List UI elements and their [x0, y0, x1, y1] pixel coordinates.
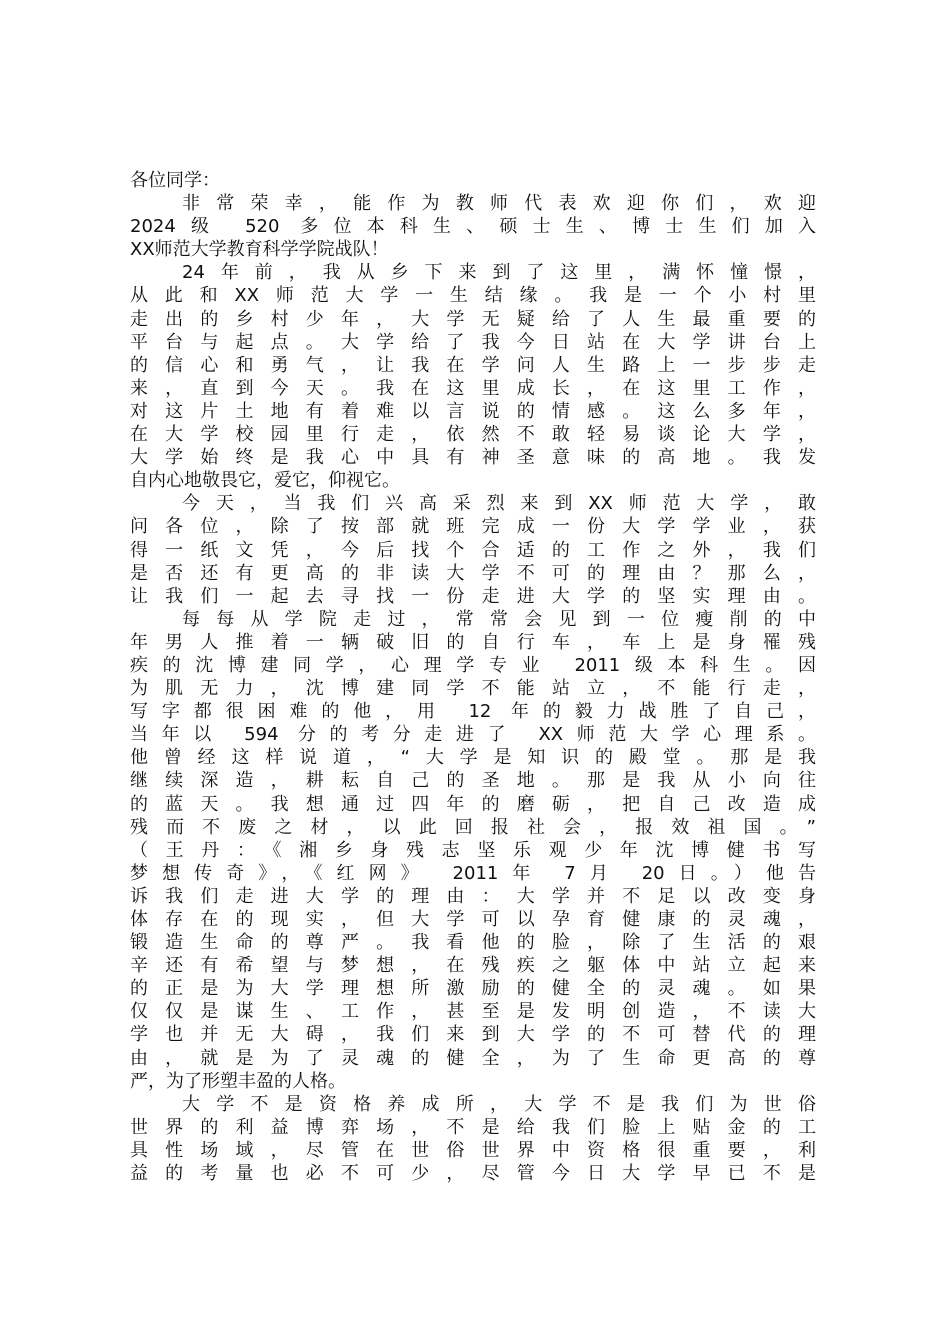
- paragraph-line: 年男人推着一辆破旧的自行车，车上是身罹残: [130, 631, 816, 653]
- paragraph-line: 来，直到今天。我在这里成长，在这里工作，: [130, 377, 816, 399]
- paragraph-line: 在大学校园里行走，依然不敢轻易谈论大学，: [130, 424, 816, 446]
- paragraph-line: 具性场域，尽管在世俗世界中资格很重要，利: [130, 1139, 816, 1161]
- paragraph-line: 大学不是资格养成所，大学不是我们为世俗: [182, 1093, 816, 1115]
- paragraph-line: 的正是为大学理想所激励的健全的灵魂。如果: [130, 978, 816, 1000]
- paragraph-line: 锻造生命的尊严。我看他的脸，除了生活的艰: [130, 932, 816, 954]
- paragraph-line: 世界的利益博弈场，不是给我们脸上贴金的工: [130, 1116, 816, 1138]
- paragraph-line: 写字都很困难的他，用 12 年的毅力战胜了自己，: [130, 701, 816, 723]
- speech-body: [130, 169, 816, 1185]
- paragraph-line: 严，为了形塑丰盈的人格。: [130, 1070, 346, 1092]
- paragraph-line: 体存在的现实，但大学可以孕育健康的灵魂，: [130, 909, 816, 930]
- paragraph-line: 为肌无力，沈博建同学不能站立，不能行走，: [130, 678, 816, 700]
- paragraph-line: 诉我们走进大学的理由：大学并不足以改变身: [130, 885, 816, 907]
- paragraph-line: 大学始终是我心中具有神圣意味的高地。我发: [130, 447, 816, 469]
- paragraph-line: 是否还有更高的非读大学不可的理由？那么，: [130, 562, 816, 584]
- paragraph-line: 残而不废之材，以此回报社会，报效祖国。”: [130, 816, 816, 838]
- paragraph-line: 2024级 520 多位本科生、硕士生、博士生们加入: [130, 216, 816, 238]
- paragraph-line: 走出的乡村少年，大学无疑给了人生最重要的: [130, 308, 816, 330]
- salutation: 各位同学：: [130, 170, 220, 191]
- paragraph-line: 24年前，我从乡下来到了这里，满怀憧憬，: [182, 262, 816, 284]
- paragraph-line: 益的考量也必不可少，尽管今日大学早已不是: [130, 1163, 816, 1185]
- paragraph-line: 梦想传奇》，《红网》 2011年 7月 20日。）他告: [130, 862, 816, 884]
- paragraph-line: XX师范大学教育科学学院战队！: [130, 239, 389, 261]
- paragraph-line: 他曾经这样说道，“大学是知识的殿堂。那是我: [130, 747, 816, 769]
- paragraph-line: 仅仅是谋生、工作，甚至是发明创造，不读大: [130, 1001, 816, 1023]
- paragraph-line: 从此和XX师范大学一生结缘。我是一个小村里: [130, 285, 816, 307]
- paragraph-line: 得一纸文凭，今后找个合适的工作之外，我们: [130, 539, 816, 561]
- paragraph-line: 每每从学院走过，常常会见到一位瘦削的中: [182, 608, 816, 630]
- paragraph-line: 对这片土地有着难以言说的情感。这么多年，: [130, 400, 816, 422]
- paragraph-line: 非常荣幸，能作为教师代表欢迎你们，欢迎: [182, 193, 816, 215]
- paragraph-line: 让我们一起去寻找一份走进大学的坚实理由。: [130, 585, 816, 607]
- paragraph-line: 自内心地敬畏它，爱它，仰视它。: [130, 470, 400, 492]
- paragraph-line: 学也并无大碍，我们来到大学的不可替代的理: [130, 1024, 816, 1046]
- paragraph-line: 问各位，除了按部就班完成一份大学学业，获: [130, 516, 816, 538]
- paragraph-line: 辛还有希望与梦想，在残疾之躯体中站立起来: [130, 955, 816, 977]
- paragraph-line: 今天，当我们兴高采烈来到XX师范大学，敢: [182, 493, 816, 515]
- paragraph-line: 当年以 594 分的考分走进了 XX师范大学心理系。: [130, 724, 816, 746]
- paragraph-line: 的蓝天。我想通过四年的磨砺，把自己改造成: [130, 793, 816, 815]
- paragraph-line: 疾的沈博建同学，心理学专业 2011级本科生。因: [130, 654, 816, 676]
- paragraph-line: 的信心和勇气，让我在学问人生路上一步步走: [130, 354, 816, 376]
- paragraph-line: 由，就是为了灵魂的健全，为了生命更高的尊: [130, 1047, 816, 1069]
- paragraph-line: 继续深造，耕耘自己的圣地。那是我从小向往: [130, 770, 816, 792]
- paragraph-line: （王丹：《湘乡身残志坚乐观少年沈博健书写: [130, 839, 816, 861]
- paragraph-line: 平台与起点。大学给了我今日站在大学讲台上: [130, 331, 816, 353]
